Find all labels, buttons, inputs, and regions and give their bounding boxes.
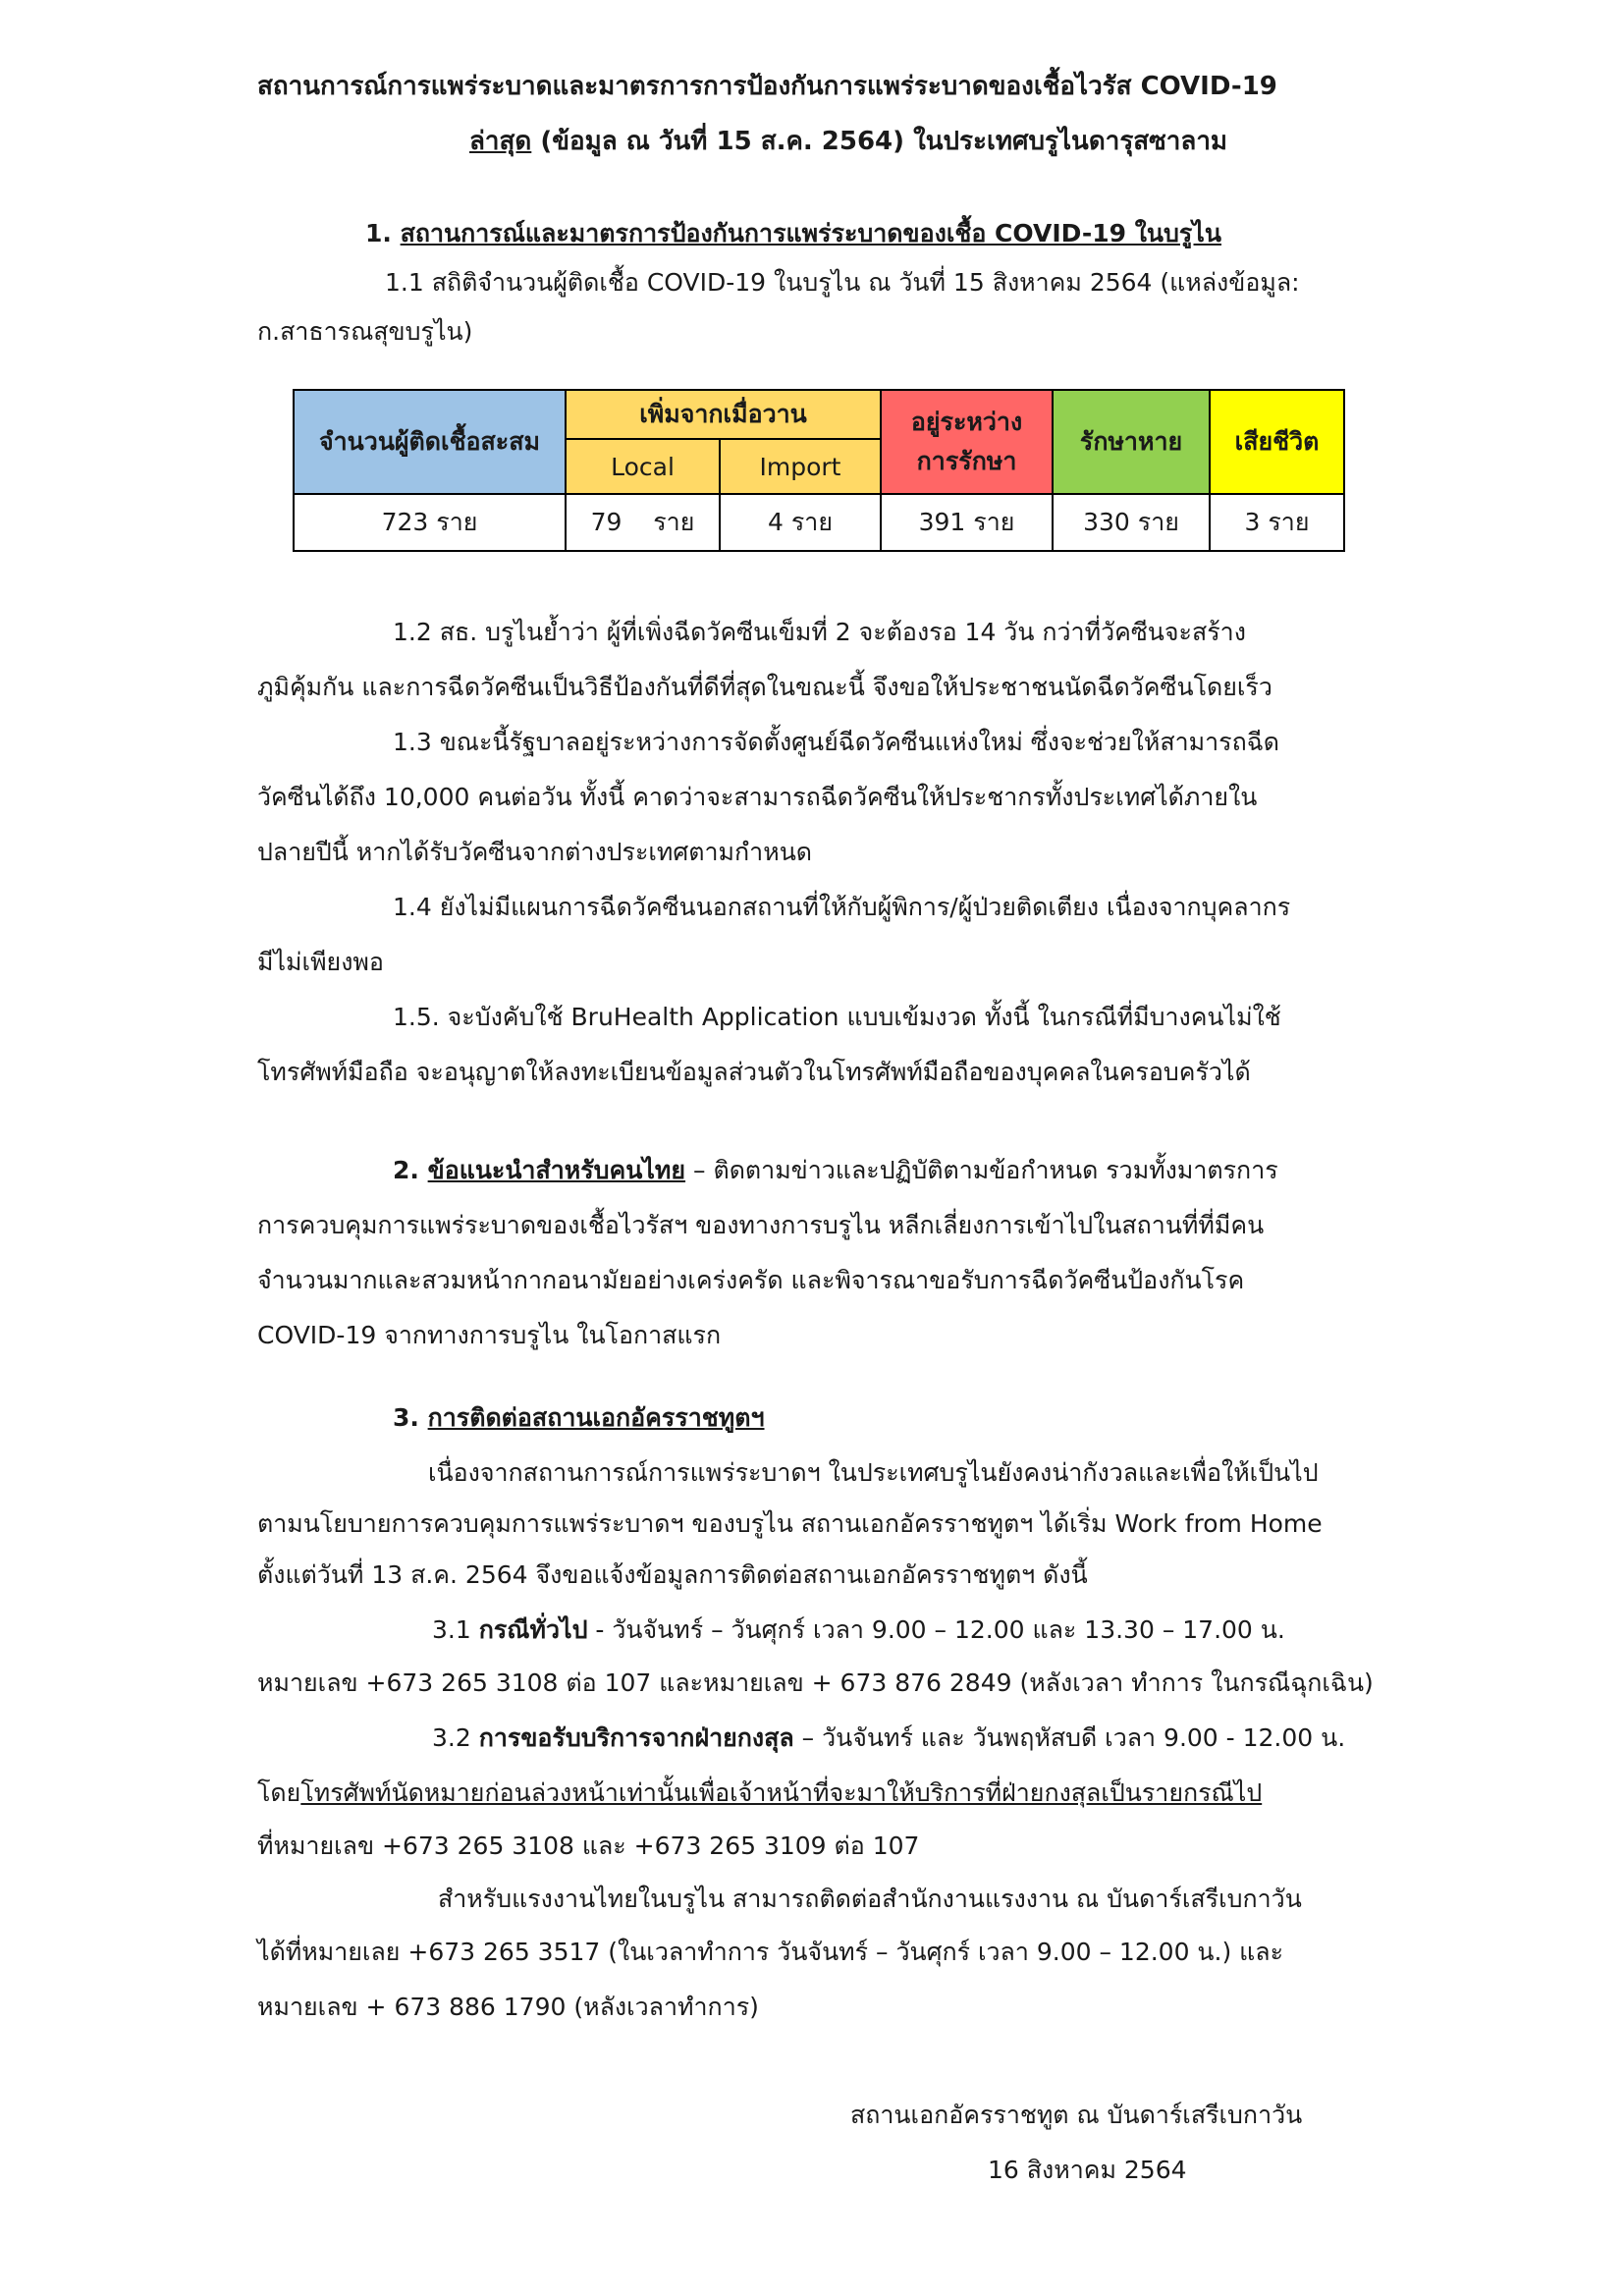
labor-line-3: หมายเลข + 673 886 1790 (หลังเวลาทำการ) (257, 1993, 759, 2021)
para-1-3-line-3: ปลายปีนี้ หากได้รับวัคซีนจากต่างประเทศตามกำหนด (257, 838, 813, 866)
para-1-1-line-2: ก.สาธารณสุขบรูไน) (257, 317, 473, 346)
para-3-2-bold: การขอรับบริการจากฝ่ายกงสุล (478, 1723, 794, 1752)
section-3-intro-line-3: ตั้งแต่วันที่ 13 ส.ค. 2564 จึงขอแจ้งข้อมูลการติดต่อสถานเอกอัครราชทูตฯ ดังนี้ (257, 1560, 1088, 1589)
para-3-2-line-2-underlined: โทรศัพท์นัดหมายก่อนล่วงหน้าเท่านั้นเพื่อเจ้าหน้าที่จะมาให้บริการที่ฝ่ายกงสุลเป็นรายกรณีไป (300, 1778, 1263, 1807)
para-1-4-line-1: 1.4 ยังไม่มีแผนการฉีดวัคซีนนอกสถานที่ให้กับผู้พิการ/ผู้ป่วยติดเตียง เนื่องจากบุคลากร (393, 893, 1291, 921)
para-1-4-line-2: มีไม่เพียงพอ (257, 948, 384, 976)
para-1-1-line-1: 1.1 สถิติจำนวนผู้ติดเชื้อ COVID-19 ในบรูไน ณ วันที่ 15 สิงหาคม 2564 (แหล่งข้อมูล: (385, 268, 1300, 297)
header-cumulative: จำนวนผู้ติดเชื้อสะสม (294, 390, 566, 494)
cell-deaths: 3 ราย (1210, 494, 1344, 551)
para-3-1-bold: กรณีทั่วไป (478, 1615, 588, 1644)
section-2-heading: ข้อแนะนำสำหรับคนไทย (427, 1156, 686, 1184)
cell-cumulative: 723 ราย (294, 494, 566, 551)
title-latest: ล่าสุด (469, 127, 532, 156)
title-date-country: (ข้อมูล ณ วันที่ 15 ส.ค. 2564) ในประเทศบรูไนดารุสซาลาม (531, 127, 1228, 156)
para-3-2-line-2-prefix: โดย (257, 1778, 301, 1807)
header-deaths: เสียชีวิต (1210, 390, 1344, 494)
para-3-1-number: 3.1 (432, 1615, 479, 1644)
labor-line-1: สำหรับแรงงานไทยในบรูไน สามารถติดต่อสำนักงานแรงงาน ณ บันดาร์เสรีเบกาวัน (438, 1885, 1302, 1913)
cell-local: 79 ราย (566, 494, 720, 551)
section-1-title: สถานการณ์และมาตรการป้องกันการแพร่ระบาดของเชื้อ COVID-19 ในบรูไน (400, 219, 1221, 247)
header-added: เพิ่มจากเมื่อวาน (566, 390, 881, 439)
header-treating (881, 390, 1053, 494)
para-3-2-line-3: ที่หมายเลข +673 265 3108 และ +673 265 3109 ต่อ 107 (257, 1831, 920, 1860)
section-2-line-1 (393, 1151, 1278, 1190)
section-2-number: 2. (393, 1156, 428, 1184)
para-3-1-line-1 (432, 1611, 1285, 1650)
para-3-2-line-2 (257, 1774, 1262, 1813)
para-1-3-line-2: วัคซีนได้ถึง 10,000 คนต่อวัน ทั้งนี้ คาดว่าจะสามารถฉีดวัคซีนให้ประชากรทั้งประเทศได้ภายใน (257, 783, 1258, 811)
header-treating-line-1: อยู่ระหว่าง (910, 408, 1023, 436)
section-1-heading (365, 214, 1221, 253)
para-1-2-line-2: ภูมิคุ้มกัน และการฉีดวัคซีนเป็นวิธีป้องกันที่ดีที่สุดในขณะนี้ จึงขอให้ประชาชนนัดฉีดวัคซีนโดยเร็ว (257, 673, 1272, 701)
title-line-2 (469, 122, 1227, 161)
para-1-5-line-2: โทรศัพท์มือถือ จะอนุญาตให้ลงทะเบียนข้อมูลส่วนตัวในโทรศัพท์มือถือของบุคคลในครอบครัวได้ (257, 1058, 1251, 1086)
para-3-2-rest: – วันจันทร์ และ วันพฤหัสบดี เวลา 9.00 - 12.00 น. (793, 1723, 1346, 1752)
para-3-2-line-1 (432, 1719, 1345, 1758)
para-1-5-line-1: 1.5. จะบังคับใช้ BruHealth Application แบบเข้มงวด ทั้งนี้ ในกรณีที่มีบางคนไม่ใช้ (393, 1003, 1281, 1031)
para-1-2-line-1: 1.2 สธ. บรูไนย้ำว่า ผู้ที่เพิ่งฉีดวัคซีนเข็มที่ 2 จะต้องรอ 14 วัน กว่าที่วัคซีนจะสร้าง (393, 618, 1246, 646)
signature-org: สถานเอกอัครราชทูต ณ บันดาร์เสรีเบกาวัน (850, 2101, 1303, 2129)
section-2-line-4: COVID-19 จากทางการบรูไน ในโอกาสแรก (257, 1321, 722, 1349)
section-2-line-2: การควบคุมการแพร่ระบาดของเชื้อไวรัสฯ ของทางการบรูไน หลีกเลี่ยงการเข้าไปในสถานที่ที่มีคน (257, 1211, 1265, 1239)
section-3-intro-line-2: ตามนโยบายการควบคุมการแพร่ระบาดฯ ของบรูไน สถานเอกอัครราชทูตฯ ได้เริ่ม Work from Home (257, 1509, 1323, 1538)
labor-line-2: ได้ที่หมายเลย +673 265 3517 (ในเวลาทำการ วันจันทร์ – วันศุกร์ เวลา 9.00 – 12.00 น.) และ (257, 1938, 1284, 1966)
para-3-1-rest: - วันจันทร์ – วันศุกร์ เวลา 9.00 – 12.00 และ 13.30 – 17.00 น. (587, 1615, 1285, 1644)
section-2-line-1-rest: – ติดตามข่าวและปฏิบัติตามข้อกำหนด รวมทั้งมาตรการ (685, 1156, 1278, 1184)
header-recovered: รักษาหาย (1053, 390, 1210, 494)
cell-recovered: 330 ราย (1053, 494, 1210, 551)
header-import: Import (720, 439, 881, 494)
section-1-number: 1. (365, 219, 401, 247)
section-3-number: 3. (393, 1403, 428, 1432)
para-3-1-line-2: หมายเลข +673 265 3108 ต่อ 107 และหมายเลข + 673 876 2849 (หลังเวลา ทำการ ในกรณีฉุกเฉิน) (257, 1668, 1374, 1697)
header-local: Local (566, 439, 720, 494)
section-3-intro-line-1: เนื่องจากสถานการณ์การแพร่ระบาดฯ ในประเทศบรูไนยังคงน่ากังวลและเพื่อให้เป็นไป (428, 1458, 1319, 1487)
section-3-title: การติดต่อสถานเอกอัครราชทูตฯ (427, 1403, 765, 1432)
section-2-line-3: จำนวนมากและสวมหน้ากากอนามัยอย่างเคร่งครัด และพิจารณาขอรับการฉีดวัคซีนป้องกันโรค (257, 1266, 1245, 1294)
cell-import: 4 ราย (720, 494, 881, 551)
para-1-3-line-1: 1.3 ขณะนี้รัฐบาลอยู่ระหว่างการจัดตั้งศูนย์ฉีดวัคซีนแห่งใหม่ ซึ่งจะช่วยให้สามารถฉีด (393, 728, 1280, 756)
section-3-heading (393, 1398, 765, 1438)
para-3-2-number: 3.2 (432, 1723, 479, 1752)
covid-stats-table (293, 389, 1345, 552)
cell-treating: 391 ราย (881, 494, 1053, 551)
header-treating-line-2: การรักษา (916, 447, 1017, 475)
signature-date: 16 สิงหาคม 2564 (988, 2156, 1187, 2184)
title-line-1: สถานการณ์การแพร่ระบาดและมาตรการการป้องกันการแพร่ระบาดของเชื้อไวรัส COVID-19 (257, 72, 1277, 101)
